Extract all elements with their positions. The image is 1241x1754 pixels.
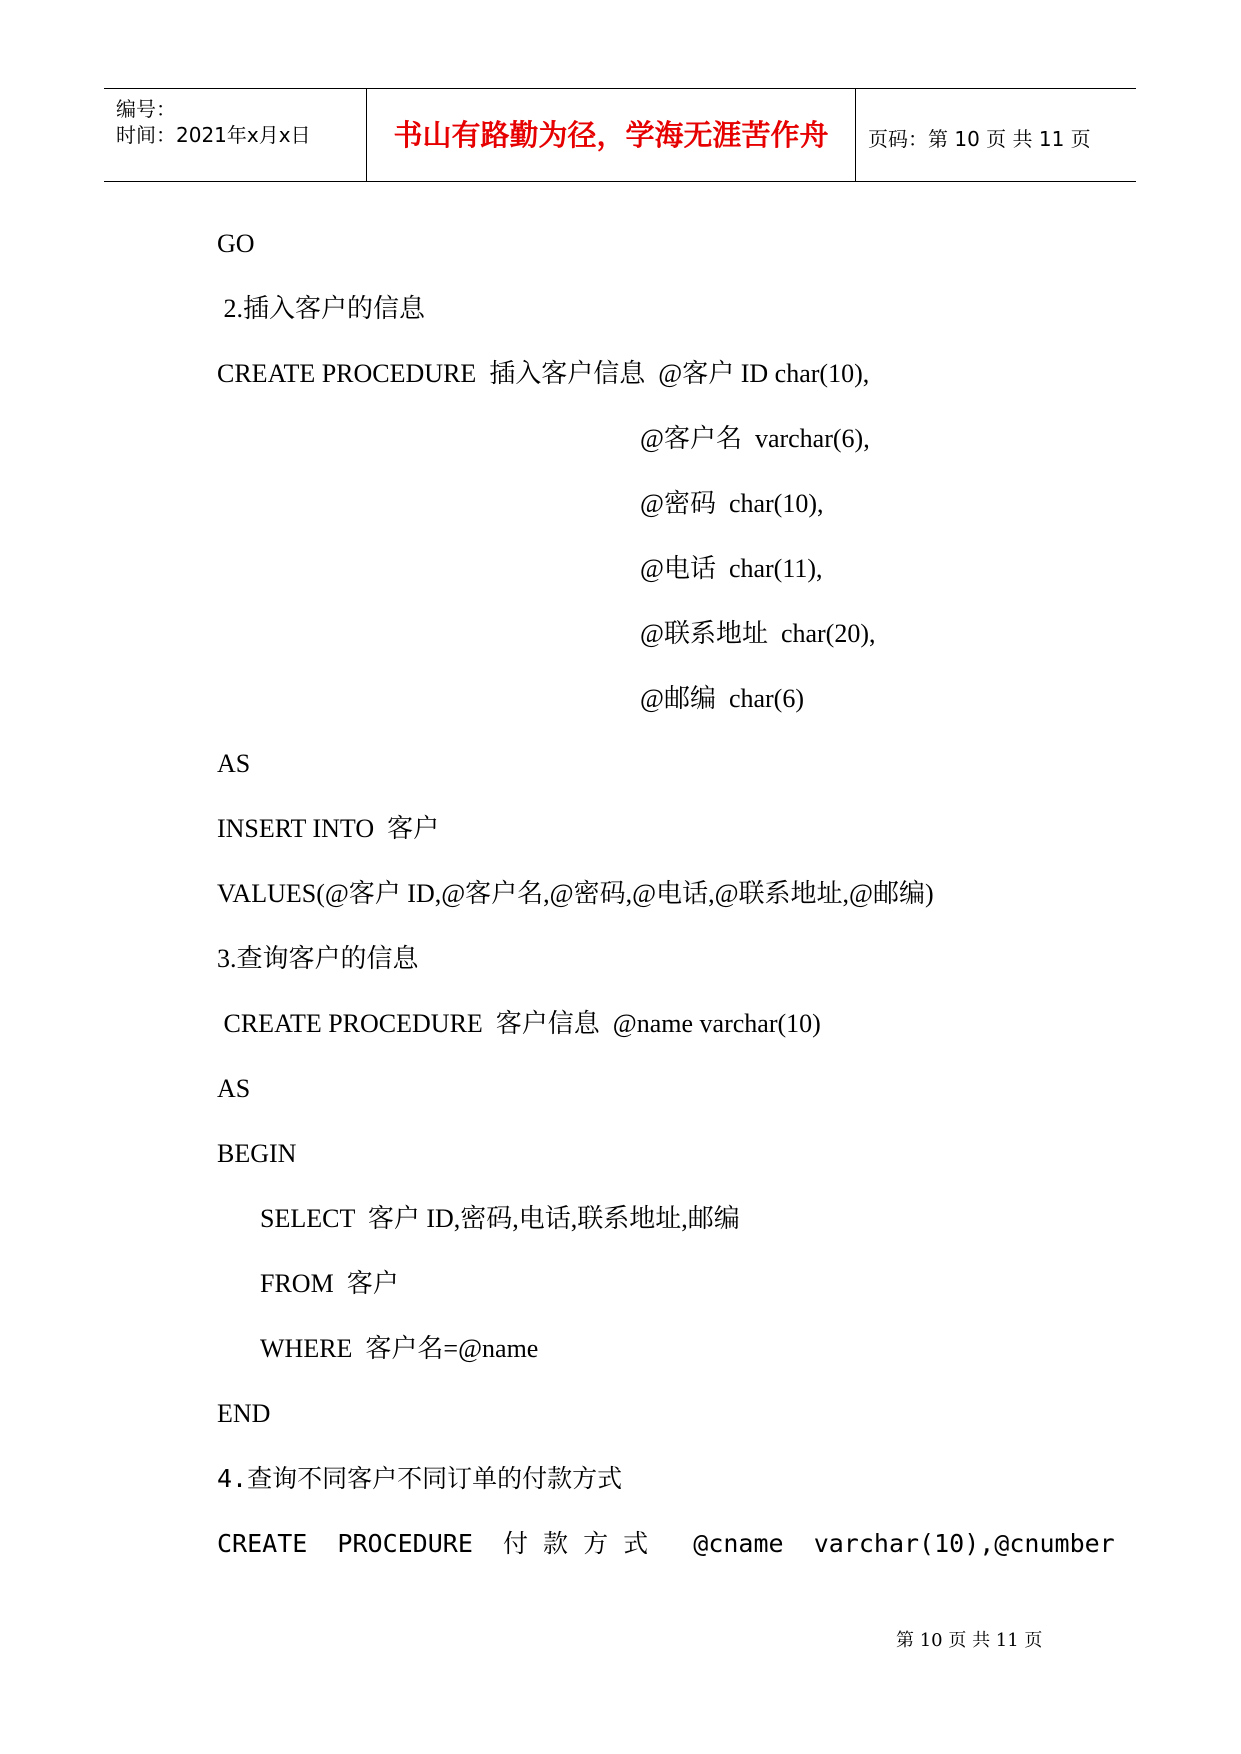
code-line: @客户名 varchar(6), [640,424,870,453]
header-meta-cell [104,89,367,181]
code-line: AS [217,749,251,778]
page-footer: 第 10 页 共 11 页 [896,1630,1043,1651]
header-page-cell [856,89,1136,181]
section-heading: 4.查询不同客户不同订单的付款方式 [217,1464,623,1493]
code-line: @密码 char(10), [640,489,824,518]
page-header [104,88,1136,182]
code-line: FROM 客户 [260,1269,399,1298]
document-number-label: 编号： [116,97,176,121]
code-line: CREATE PROCEDURE 插入客户信息 @客户 ID char(10), [217,359,870,388]
code-line: AS [217,1074,251,1103]
code-line: INSERT INTO 客户 [217,814,440,843]
code-line: @电话 char(11), [640,554,823,583]
document-time-label: 时间：2021年x月x日 [116,123,311,147]
section-heading: 2.插入客户的信息 [217,294,426,323]
page-info-label: 页码：第 10 页 共 11 页 [868,127,1091,151]
code-line: VALUES(@客户 ID,@客户名,@密码,@电话,@联系地址,@邮编) [217,879,934,908]
code-line: CREATE PROCEDURE 付 款 方 式 @cname varchar(10),@cnumber [217,1529,1115,1558]
motto-text: 书山有路勤为径，学海无涯苦作舟 [393,118,829,152]
code-line: SELECT 客户 ID,密码,电话,联系地址,邮编 [260,1204,740,1233]
code-line: WHERE 客户名=@name [260,1334,539,1363]
code-line: @联系地址 char(20), [640,619,876,648]
code-line: CREATE PROCEDURE 客户信息 @name varchar(10) [217,1009,821,1038]
code-line: BEGIN [217,1139,297,1168]
code-line: GO [217,229,255,258]
section-heading: 3.查询客户的信息 [217,944,419,973]
code-line: @邮编 char(6) [640,684,804,713]
header-motto-cell [367,89,856,181]
code-line: END [217,1399,271,1428]
